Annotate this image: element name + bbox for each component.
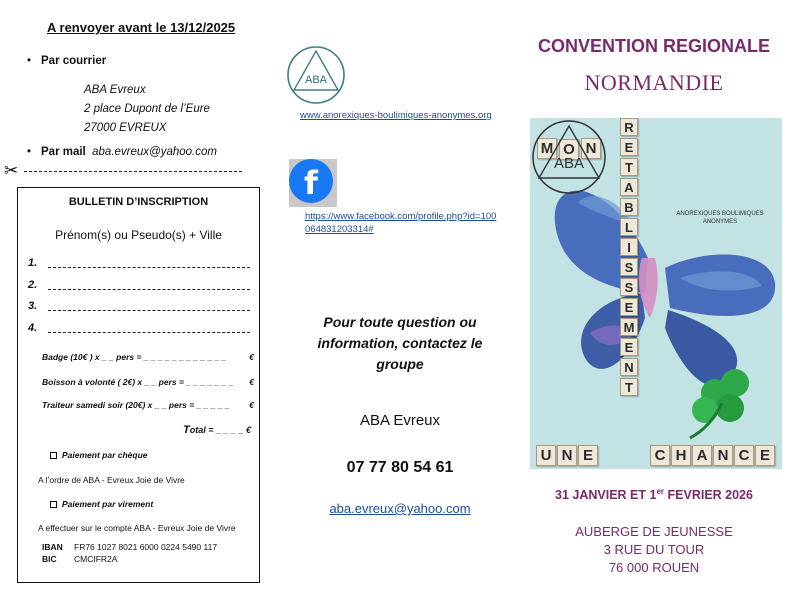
- check-order-note: A l’ordre de ABA - Evreux Joie de Vivre: [38, 475, 185, 485]
- tile-letter: U: [536, 445, 556, 466]
- name-row-3: 3.: [28, 300, 37, 312]
- aba-logo-text: ABA: [304, 74, 328, 86]
- tile-letter: I: [620, 238, 638, 256]
- tile-letter: C: [650, 445, 670, 466]
- bullet-icon: •: [27, 55, 32, 67]
- tile-letter: L: [620, 218, 638, 236]
- tile-letter: E: [620, 298, 638, 316]
- venue-line: 76 000 ROUEN: [608, 560, 700, 575]
- phone-number: 07 77 80 54 61: [346, 459, 454, 476]
- tile-letter: C: [734, 445, 754, 466]
- contact-email-link[interactable]: aba.evreux@yahoo.com: [329, 501, 471, 516]
- bullet-icon: •: [27, 146, 32, 158]
- group-name: ABA Evreux: [359, 412, 441, 429]
- aba-logo-icon: [285, 44, 347, 106]
- tile-letter: S: [620, 278, 638, 296]
- facebook-link[interactable]: https://www.facebook.com/profile.php?id=100064831203314#: [305, 211, 497, 235]
- tile-letter: T: [620, 158, 638, 176]
- cost-dinner[interactable]: Traiteur samedi soir (20€) x _ _ pers = _ _ _ _ _ €: [42, 400, 254, 410]
- registration-form: [17, 187, 260, 583]
- mail-method: [27, 55, 106, 67]
- tile-letter: O: [559, 139, 579, 160]
- tile-letter: M: [620, 318, 638, 336]
- facebook-icon[interactable]: f: [289, 159, 337, 207]
- tile-letter: N: [581, 138, 601, 159]
- transfer-note: A effectuer sur le compte ABA - Evreux Joie de Vivre: [38, 523, 236, 533]
- form-title: BULLETIN D’INSCRIPTION: [68, 196, 209, 208]
- checkbox-icon[interactable]: [50, 452, 57, 459]
- deadline-title: A renvoyer avant le 13/12/2025: [47, 20, 236, 35]
- tile-letter: E: [620, 338, 638, 356]
- address-line: 2 place Dupont de l’Eure: [84, 103, 210, 115]
- tile-letter: E: [755, 445, 775, 466]
- form-subtitle: Prénom(s) ou Pseudo(s) + Ville: [55, 228, 222, 242]
- tile-letter: E: [620, 138, 638, 156]
- scissors-icon: ✂: [4, 161, 19, 180]
- iban-line: IBAN FR76 1027 8021 6000 0224 5490 117: [42, 542, 218, 552]
- contact-question: Pour toute question ou information, contactez le groupe: [317, 314, 483, 372]
- poster-org-name: ANOREXIQUES BOULIMIQUES ANONYMES: [676, 211, 764, 225]
- tile-letter: N: [557, 445, 577, 466]
- name-row-1: 1.: [28, 257, 37, 269]
- bic-line: BIC CMCIFR2A: [42, 554, 118, 564]
- tile-letter: S: [620, 258, 638, 276]
- tile-letter: A: [620, 178, 638, 196]
- event-dates: 31 JANVIER ET 1er FEVRIER 2026: [555, 487, 753, 503]
- tile-letter: N: [713, 445, 733, 466]
- total-line[interactable]: Total = _ _ _ _ €: [182, 424, 251, 436]
- website-link[interactable]: www.anorexiques-boulimiques-anonymes.org: [300, 110, 492, 121]
- name-field-1[interactable]: [48, 257, 250, 268]
- checkbox-icon[interactable]: [50, 501, 57, 508]
- tile-letter: T: [620, 378, 638, 396]
- tile-letter: R: [620, 118, 638, 136]
- tile-letter: N: [620, 358, 638, 376]
- venue-address: [522, 523, 786, 577]
- name-row-2: 2.: [28, 279, 37, 291]
- venue-line: 3 RUE DU TOUR: [603, 542, 705, 557]
- name-field-2[interactable]: [48, 279, 250, 290]
- tile-letter: B: [620, 198, 638, 216]
- venue-line: AUBERGE DE JEUNESSE: [575, 524, 733, 539]
- email-label: Par mail: [41, 146, 86, 158]
- name-row-4: 4.: [28, 322, 37, 334]
- poster-image: [530, 118, 782, 469]
- payment-check-option[interactable]: Paiement par chèque: [50, 450, 148, 460]
- poster-aba-logo-icon: [530, 118, 608, 196]
- cut-line: [24, 171, 242, 172]
- name-field-3[interactable]: [48, 300, 250, 311]
- svg-text:ABA: ABA: [553, 155, 585, 172]
- email-address: aba.evreux@yahoo.com: [92, 146, 217, 158]
- tile-letter: H: [671, 445, 691, 466]
- region-title: NORMANDIE: [584, 70, 724, 95]
- tile-letter: A: [692, 445, 712, 466]
- cost-drinks[interactable]: Boisson à volonté ( 2€) x _ _ pers = _ _ _ _ _ _ _ €: [42, 377, 254, 387]
- postal-address: [84, 81, 210, 138]
- tile-letter: E: [578, 445, 598, 466]
- payment-transfer-option[interactable]: Paiement par virement: [50, 499, 153, 509]
- name-field-4[interactable]: [48, 322, 250, 333]
- convention-title: CONVENTION REGIONALE: [537, 36, 770, 56]
- tile-letter: M: [537, 138, 557, 159]
- address-line: 27000 EVREUX: [84, 122, 167, 134]
- mail-label: Par courrier: [41, 55, 107, 67]
- cost-badge[interactable]: Badge (10€ ) x _ _ pers = _ _ _ _ _ _ _ _ _ _ _ _ €: [42, 352, 254, 362]
- address-line: ABA Evreux: [84, 84, 146, 96]
- email-method: [27, 146, 217, 158]
